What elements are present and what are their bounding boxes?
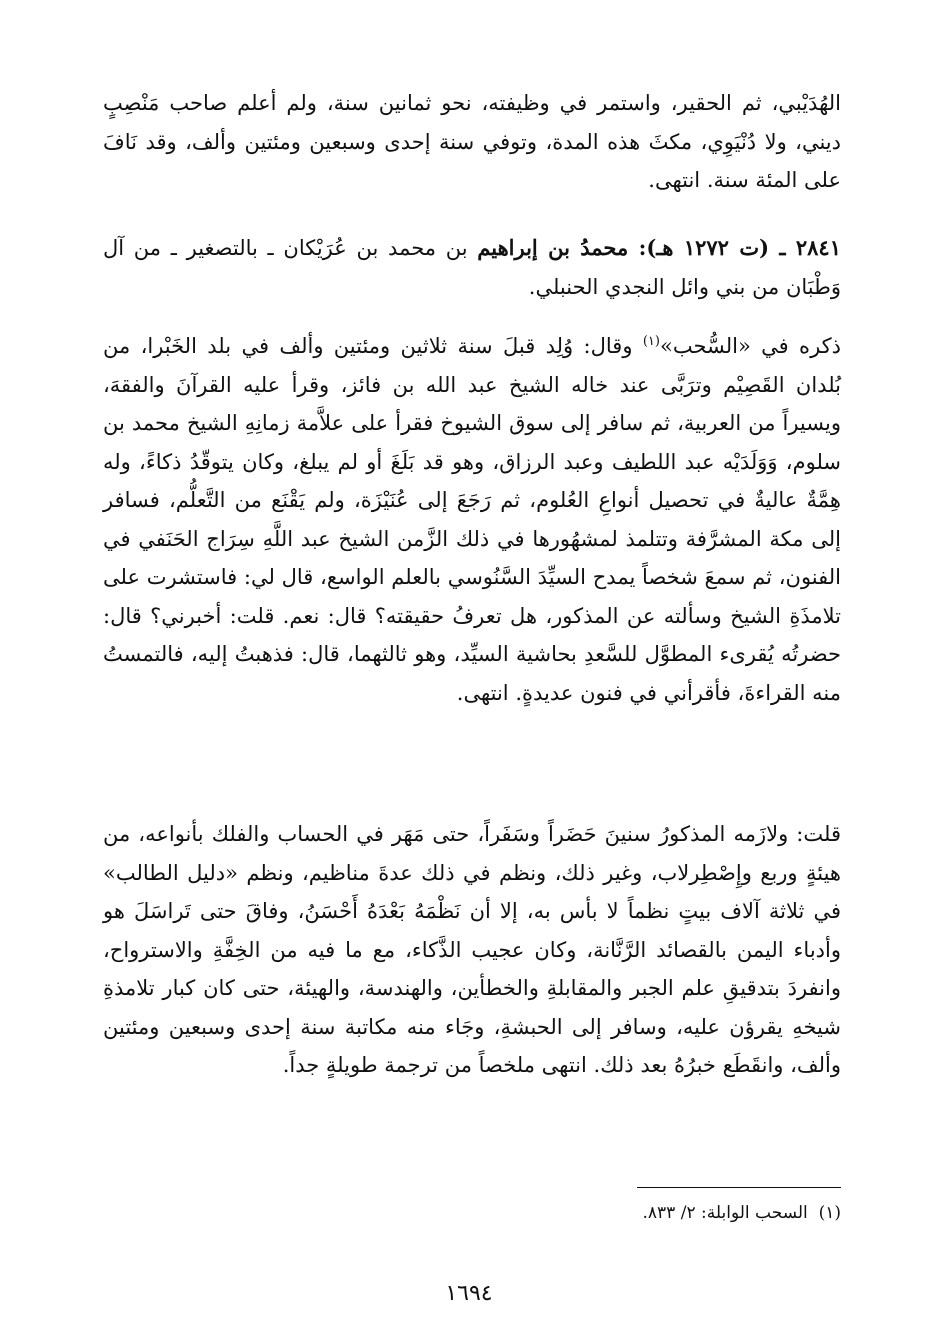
source-citation: ذكره في «السُّحب» (659, 334, 841, 358)
paragraph-continuation (103, 84, 841, 200)
biography-paragraph (103, 327, 841, 712)
author-comment-paragraph (103, 815, 841, 1085)
page-number: ١٦٩٤ (445, 1281, 493, 1306)
footnote (400, 1199, 841, 1227)
comment-text: قلت: ولازَمه المذكورُ سنينَ حَضَراً وسَفَراً، حتى مَهَر في الحساب والفلك بأنواعه، من هيئةٍ وربع وإِصْطِرلاب، وغير ذلك، ونظم في ذلك عدةَ مناظيم، ونظم «دليل الطالب» في ثلاثة آلاف بيتٍ نظماً لا بأس به، إلا أن نَظْمَهُ بَعْدَهُ أَحْسَنُ، وفاقَ حتى تَراسَلَ هو وأدباء اليمن بالقصائد الرَّنَّانة، وكان عجيب الذَّكاء، مع ما فيه من الخِفَّةِ والاسترواح، وانفردَ بتدقيقِ علم الجبر والمقابلةِ والخطأين، والهندسة، والهيئة، حتى كان كبار تلامذةِ شيخهِ يقرؤن عليه، وسافر إلى الحبشةِ، وجَاء منه مكاتبة سنة إحدى وسبعين ومئتين وألف، وانقَطَع خبرُهُ بعد ذلك. انتهى ملخصاً من ترجمة طويلةٍ جداً. (103, 822, 841, 1077)
footnote-marker: (١) (818, 1203, 841, 1223)
footnote-text: السحب الوابلة: ٢/ ٨٣٣. (642, 1203, 808, 1223)
paragraph-text: الهُدَيْبي، ثم الحقير، واستمر في وظيفته، نحو ثمانين سنة، ولم أعلم صاحب مَنْصِبٍ ديني، ولا دُنْيَوِي، مكثَ هذه المدة، وتوفي سنة إحدى وسبعين ومئتين وألف، وقد نَافَ على المئة سنة. انتهى. (103, 91, 841, 192)
footnote-reference[interactable]: (١) (642, 334, 660, 349)
entry-lineage: بن محمد بن عُرَيْكان ـ بالتصغير ـ من آل وَطْبَان من بني وائل النجدي الحنبلي. (103, 236, 841, 299)
footnote-divider (637, 1187, 841, 1188)
biography-text: وقال: وُلِد قبلَ سنة ثلاثين ومئتين وألف في بلد الخَبْرا، من بُلدان القَصِيْم وترَبَّى عند خاله الشيخ عبد الله بن فائز، وقرأ عليه القرآنَ والفقهَ، ويسيراً من العربية، ثم سافر إلى سوق الشيوخ فقرأ على علاَّمة زمانِهِ الشيخ محمد بن سلوم، وَوَلَدَيْه عبد اللطيف وعبد الرزاق، وهو قد بَلَغَ أو لم يبلغ، وكان يتوقّدُ ذكاءً، وله هِمَّةٌ عاليةٌ في تحصيل أنواعِ العُلوم، ثم رَجَعَ إلى عُنَيْزَة، ولم يَقْنَع من التَّعلُّم، فسافر إلى مكة المشرَّفة وتتلمذ لمشهُورها في ذلك الزَّمن الشيخ عبد اللَّهِ سِرَاج الحَنَفي في الفنون، ثم سمعَ شخصاً يمدح السيِّدَ السَّنُوسي بالعلم الواسع، قال لي: فاستشرت على تلامذَةِ الشيخ وسألته عن المذكور، هل تعرفُ حقيقته؟ قال: نعم. قلت: أخبرني؟ قال: حضرتُه يُقرىء المطوَّل للسَّعدِ بحاشية السيِّد، وهو ثالثهما، قال: فذهبتُ إليه، فالتمستُ منه القراءةَ، فأقرأني في فنون عديدةٍ. انتهى. (103, 334, 841, 705)
entry-number-and-name: ٢٨٤١ ـ (ت ١٢٧٢ هـ): محمدُ بن إبراهيم (477, 235, 841, 260)
entry-heading-paragraph (103, 229, 841, 306)
